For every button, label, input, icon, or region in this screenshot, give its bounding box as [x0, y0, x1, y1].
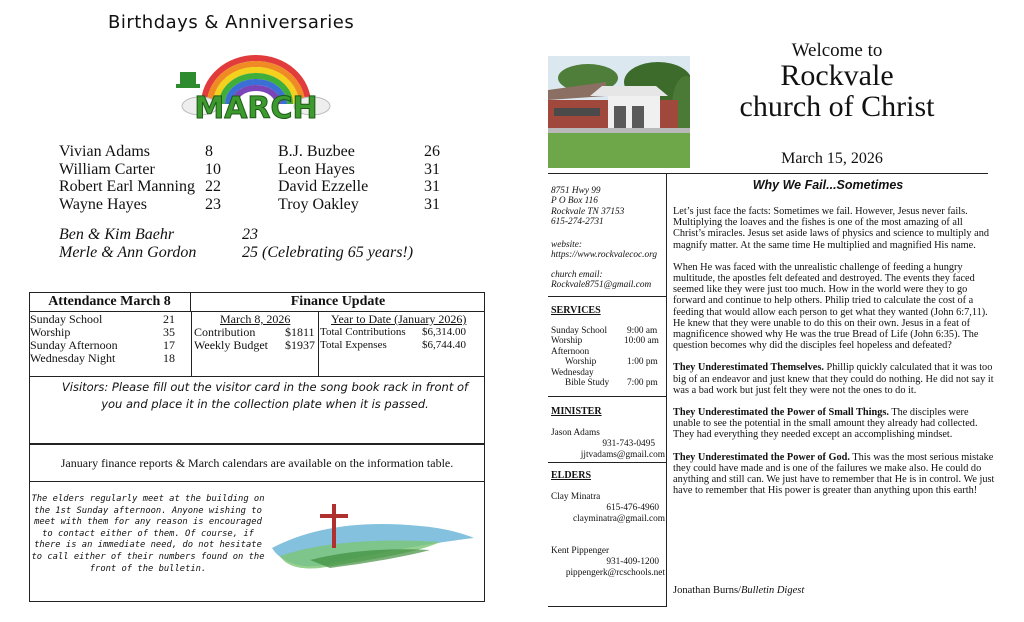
finance-label: Total Expenses	[320, 339, 387, 351]
article-subheading: They Underestimated the Power of Small Things.	[673, 407, 889, 419]
attendance-label: Worship	[30, 325, 71, 339]
finance-value: $6,314.00	[422, 326, 466, 338]
attendance-value: 21	[163, 312, 175, 326]
elder-name: Kent Pippenger	[551, 546, 610, 556]
birthday-name: Troy Oakley	[278, 195, 359, 213]
service-label: Sunday School	[551, 326, 608, 336]
finance-weekly	[194, 313, 318, 352]
email-block	[551, 270, 651, 291]
address-line: P O Box 116	[551, 196, 598, 207]
attendance-list	[30, 313, 190, 365]
services-heading: SERVICES	[551, 305, 601, 316]
service-label: Worship	[551, 336, 583, 347]
finance-value: $6,744.40	[422, 339, 466, 351]
divider	[29, 481, 485, 482]
attendance-label: Wednesday Night	[30, 351, 116, 365]
attendance-label: Sunday Afternoon	[30, 338, 118, 352]
service-row	[551, 347, 663, 357]
finance-week-header: March 8, 2026	[220, 312, 291, 326]
birthday-name: Robert Earl Manning	[59, 178, 195, 195]
byline-source: Bulletin Digest	[740, 585, 805, 596]
service-row	[551, 326, 663, 336]
elder-email[interactable]: clayminatra@gmail.com	[573, 513, 665, 524]
church-address	[551, 186, 624, 227]
address-line: 8751 Hwy 99	[551, 186, 601, 196]
birthday-day: 22	[205, 178, 221, 195]
divider	[548, 173, 988, 174]
divider	[666, 173, 667, 607]
divider	[29, 376, 485, 377]
service-label: Worship	[565, 357, 597, 368]
church-name-line1: Rockvale	[780, 59, 894, 92]
attendance-value: 35	[163, 325, 175, 339]
service-row	[551, 378, 663, 388]
birthday-day: 31	[424, 160, 440, 178]
article-paragraph: When He was faced with the unrealistic challenge of feeding a hungry multitude, the apostles felt defeated and destroyed. The events they faced seemed like they were just too much. How in the world were they to go forward and continue to help others. Philip tried to calculate the cost of a feeding that would allow each person to get what they wanted (John 6:7,11). He knew that they were unable to do this on their own. Jesus in a feat of magnificence showed why He was the true Bread of Life (John 6:35). The question becomes why did the disciples feel hopeless and defeated?	[673, 261, 988, 352]
minister-contact	[551, 428, 665, 460]
bulletin-date: March 15, 2026	[781, 150, 883, 167]
welcome-text: Welcome to	[791, 40, 883, 61]
finance-value: $1937	[285, 338, 315, 352]
email-label: church email:	[551, 270, 603, 280]
service-time: 7:00 pm	[627, 377, 658, 388]
minister-name: Jason Adams	[551, 428, 600, 438]
elder-contact	[551, 492, 665, 524]
article-paragraph	[673, 452, 997, 497]
article-text: Phillip quickly calculated that it was too big of an endeavor and just knew that they could do nothing. He did not say it was a bad work but just felt they were not the ones to do it.	[673, 362, 994, 396]
services-list	[551, 326, 663, 388]
service-row	[551, 368, 663, 378]
article-paragraph: Let’s just face the facts: Sometimes we fail. However, Jesus never fails. Multiplying the loaves and the fishes is one of the most amazing of all Christ’s miracles. Jesus set aside laws of physics and science to multiply and magnify matter. At the same time He multiplied and magnified His name.	[673, 206, 990, 251]
service-row	[551, 357, 663, 367]
divider	[548, 606, 666, 607]
finance-note: January finance reports & March calendars are available on the information table.	[60, 456, 454, 470]
finance-label: Contribution	[194, 325, 256, 339]
attendance-label: Sunday School	[30, 312, 103, 326]
service-time: 1:00 pm	[627, 357, 658, 368]
birthday-name: David Ezzelle	[278, 178, 369, 195]
service-label: Wednesday	[551, 367, 594, 378]
article-subheading: They Underestimated the Power of God.	[673, 451, 850, 463]
elder-phone: 931-409-1200	[606, 556, 659, 567]
article-subheading: They Underestimated Themselves.	[673, 362, 824, 374]
march-rainbow-art	[176, 42, 336, 124]
finance-row	[320, 339, 484, 352]
divider	[318, 312, 319, 376]
birthday-day: 31	[424, 178, 440, 195]
birthday-day: 10	[205, 160, 221, 178]
church-email[interactable]: Rockvale8751@gmail.com	[551, 280, 652, 291]
visitors-note: Visitors: Please fill out the visitor card in the song book rack in front of you and place it in the collection plate when it is passed.	[61, 380, 469, 411]
service-label: Bible Study	[565, 377, 610, 388]
divider	[548, 462, 666, 463]
birthday-name: Leon Hayes	[278, 160, 355, 178]
article-paragraph	[673, 362, 997, 396]
website-block	[551, 240, 657, 261]
byline-author: Jonathan Burns/	[673, 585, 741, 596]
address-line: Rockvale TN 37153	[551, 206, 625, 217]
website-url[interactable]: https://www.rockvalecoc.org	[551, 250, 658, 261]
article-paragraph	[673, 407, 997, 441]
finance-value: $1811	[285, 325, 315, 339]
birthday-name: William Carter	[59, 160, 155, 178]
finance-title: Finance Update	[191, 292, 485, 312]
church-name-line2: church of Christ	[739, 90, 935, 123]
cross-hills-art	[270, 498, 476, 572]
birthdays-title: Birthdays & Anniversaries	[108, 12, 355, 33]
article-text: The disciples were unable to see the potential in the small amount they already had collected. They had everything they needed except an accomplishing mindset.	[673, 407, 978, 441]
minister-email[interactable]: jjtvadams@gmail.com	[580, 449, 665, 460]
finance-ytd-header: Year to Date (January 2026)	[331, 312, 467, 326]
finance-row	[194, 339, 318, 352]
attendance-value: 17	[163, 338, 175, 352]
service-label: Afternoon	[551, 346, 590, 357]
attendance-value: 18	[163, 351, 175, 365]
birthday-day: 23	[205, 195, 221, 213]
birthday-name: B.J. Buzbee	[278, 143, 355, 160]
finance-label: Weekly Budget	[194, 338, 269, 352]
service-time: 9:00 am	[627, 326, 658, 336]
article-text: This was the most serious mistake they could have made and is one of the failures we make also. He could do anything and still can. We just have to remember that He is in control. We just have to remember that His power is greater than anything upon this earth!	[673, 451, 995, 497]
birthday-day: 31	[424, 195, 440, 213]
anniversary-names: Ben & Kim Baehr	[59, 226, 175, 243]
attendance-row	[30, 352, 190, 365]
divider	[29, 443, 485, 445]
anniversary-day: 23	[242, 226, 258, 243]
phone-number: 615-274-2731	[551, 216, 604, 227]
divider	[548, 296, 666, 297]
church-name	[700, 60, 974, 122]
elders-heading: ELDERS	[551, 470, 592, 481]
birthday-name: Vivian Adams	[59, 143, 151, 160]
anniversary-day: 25 (Celebrating 65 years!)	[242, 244, 414, 261]
article-byline	[673, 585, 804, 596]
birthday-day: 26	[424, 143, 440, 160]
birthday-name: Wayne Hayes	[59, 195, 148, 213]
church-photo	[548, 56, 690, 168]
finance-row	[320, 326, 484, 339]
anniversary-names: Merle & Ann Gordon	[59, 244, 197, 261]
elder-email[interactable]: pippengerk@rcschools.net	[565, 567, 665, 578]
article-title: Why We Fail...Sometimes	[752, 178, 904, 192]
minister-phone: 931-743-0495	[602, 438, 655, 449]
website-label: website:	[551, 240, 582, 250]
elder-phone: 615-476-4960	[606, 502, 659, 513]
service-time: 10:00 am	[624, 336, 659, 347]
service-row	[551, 336, 663, 346]
birthday-day: 8	[205, 143, 213, 160]
finance-label: Total Contributions	[320, 326, 406, 338]
elders-note: The elders regularly meet at the building on the 1st Sunday afternoon. Anyone wishing to meet with them for any reason is encouraged to contact either of them. Of course, if there is an immediate need, do not hesitate to call either of their numbers found on the front of the bulletin.	[31, 494, 265, 574]
minister-heading: MINISTER	[551, 406, 602, 417]
divider	[191, 312, 192, 376]
article-body	[673, 206, 997, 507]
divider	[548, 396, 666, 397]
finance-ytd	[320, 313, 484, 352]
elder-name: Clay Minatra	[551, 492, 601, 502]
elder-contact	[551, 546, 665, 578]
march-art-text: MARCH	[194, 91, 318, 124]
attendance-title: Attendance March 8	[29, 292, 191, 312]
